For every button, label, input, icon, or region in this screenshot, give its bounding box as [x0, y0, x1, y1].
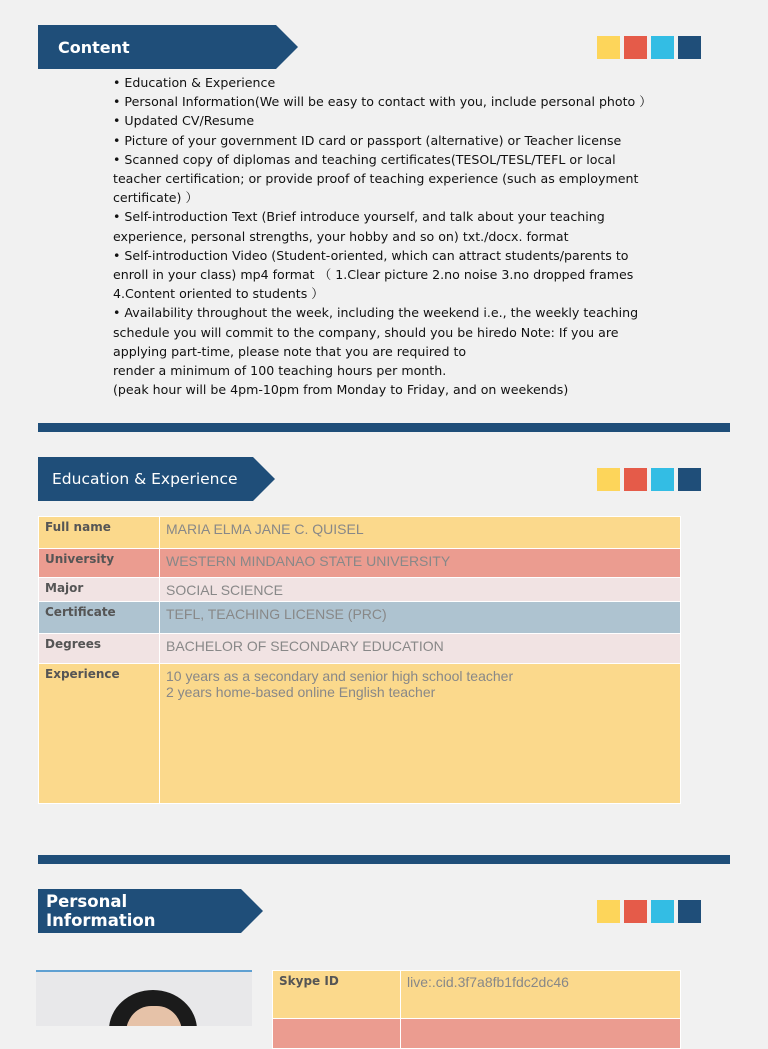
content-item: • Education & Experience	[113, 75, 276, 90]
table-row	[39, 578, 681, 602]
content-item: • Self-introduction Text (Brief introduce yourself, and talk about your teaching experience, personal strengths, your hobby and so on) txt./docx. format	[113, 209, 605, 244]
row-label: Experience	[39, 664, 160, 804]
content-list	[113, 73, 658, 399]
row-label: Certificate	[39, 602, 160, 634]
row-label: University	[39, 549, 160, 578]
row-value: TEFL, TEACHING LICENSE (PRC)	[160, 602, 681, 634]
row-value: WESTERN MINDANAO STATE UNIVERSITY	[160, 549, 681, 578]
skype-value: live:.cid.3f7a8fb1fdc2dc46	[401, 971, 681, 1019]
personal-title: Personal Information	[46, 892, 156, 930]
content-item: • Personal Information(We will be easy to contact with you, include personal photo ）	[113, 94, 652, 110]
education-table	[38, 516, 681, 804]
content-item: • Scanned copy of diplomas and teaching certificates(TESOL/TESL/TEFL or local teacher certification; or provide proof of teaching experience (such as employment certificate) ）	[113, 151, 639, 206]
table-row	[39, 549, 681, 578]
row-value: MARIA ELMA JANE C. QUISEL	[160, 517, 681, 549]
content-item: • Picture of your government ID card or passport (alternative) or Teacher license	[113, 132, 622, 148]
row-label: Degrees	[39, 634, 160, 664]
table-row	[273, 971, 681, 1019]
content-banner	[38, 25, 276, 69]
experience-line: 10 years as a secondary and senior high school teacher	[166, 668, 514, 684]
square-red	[624, 36, 647, 59]
row-value: SOCIAL SCIENCE	[160, 578, 681, 602]
profile-photo	[36, 970, 252, 1026]
education-title: Education & Experience	[52, 470, 238, 488]
row-label	[273, 1019, 401, 1049]
personal-table	[272, 970, 681, 1049]
content-item: (peak hour will be 4pm-10pm from Monday to Friday, and on weekends)	[113, 382, 569, 398]
row-value	[160, 664, 681, 804]
content-item: • Availability throughout the week, including the weekend i.e., the weekly teaching schedule you will commit to the company, should you be hiredo Note: If you are applying part-time, please note that you are required to	[113, 305, 639, 359]
content-item: • Self-introduction Video (Student-oriented, which can attract students/parents to enroll in your class) mp4 format （ 1.Clear picture 2.no noise 3.no dropped frames 4.Content oriented to students ）	[113, 247, 634, 302]
table-row	[273, 1019, 681, 1049]
table-row	[39, 517, 681, 549]
table-row	[39, 634, 681, 664]
square-yellow	[597, 468, 620, 491]
decor-squares-1	[597, 36, 701, 59]
decor-squares-3	[597, 900, 701, 923]
row-value: BACHELOR OF SECONDARY EDUCATION	[160, 634, 681, 664]
content-item: • Updated CV/Resume	[113, 113, 255, 129]
square-navy	[678, 468, 701, 491]
square-cyan	[651, 468, 674, 491]
square-cyan	[651, 36, 674, 59]
experience-line: 2 years home-based online English teacher	[166, 684, 436, 700]
square-yellow	[597, 36, 620, 59]
divider-1	[38, 423, 730, 432]
table-row	[39, 664, 681, 804]
content-item: render a minimum of 100 teaching hours per month.	[113, 363, 447, 379]
education-banner	[38, 457, 253, 501]
divider-2	[38, 855, 730, 864]
table-row	[39, 602, 681, 634]
row-value	[401, 1019, 681, 1049]
square-navy	[678, 36, 701, 59]
square-red	[624, 468, 647, 491]
square-red	[624, 900, 647, 923]
decor-squares-2	[597, 468, 701, 491]
square-navy	[678, 900, 701, 923]
square-cyan	[651, 900, 674, 923]
personal-banner	[38, 889, 241, 933]
row-label: Major	[39, 578, 160, 602]
content-title: Content	[58, 37, 130, 57]
row-label: Full name	[39, 517, 160, 549]
skype-label: Skype ID	[273, 971, 401, 1019]
square-yellow	[597, 900, 620, 923]
